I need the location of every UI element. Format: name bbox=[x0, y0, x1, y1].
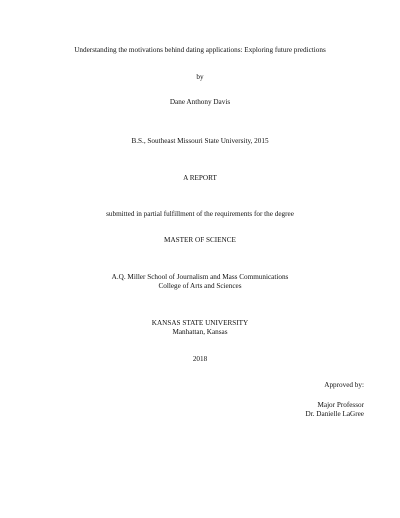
approved-by-label: Approved by: bbox=[324, 381, 364, 389]
university-name: KANSAS STATE UNIVERSITY bbox=[151, 319, 249, 327]
author-name: Dane Anthony Davis bbox=[169, 98, 231, 106]
major-professor-label: Major Professor bbox=[317, 401, 364, 409]
university-location: Manhattan, Kansas bbox=[172, 328, 228, 336]
submission-statement: submitted in partial fulfillment of the requirements for the degree bbox=[106, 210, 294, 218]
prior-degree: B.S., Southeast Missouri State University, 2015 bbox=[131, 137, 269, 145]
major-professor-name: Dr. Danielle LaGree bbox=[305, 410, 364, 418]
college-name: College of Arts and Sciences bbox=[158, 282, 242, 290]
year: 2018 bbox=[192, 355, 208, 363]
document-type: A REPORT bbox=[183, 174, 217, 182]
by-line: by bbox=[196, 73, 204, 81]
degree-name: MASTER OF SCIENCE bbox=[164, 236, 236, 244]
report-title: Understanding the motivations behind dating applications: Exploring future predictions bbox=[74, 46, 326, 54]
school-name: A.Q. Miller School of Journalism and Mass Communications bbox=[111, 273, 289, 281]
